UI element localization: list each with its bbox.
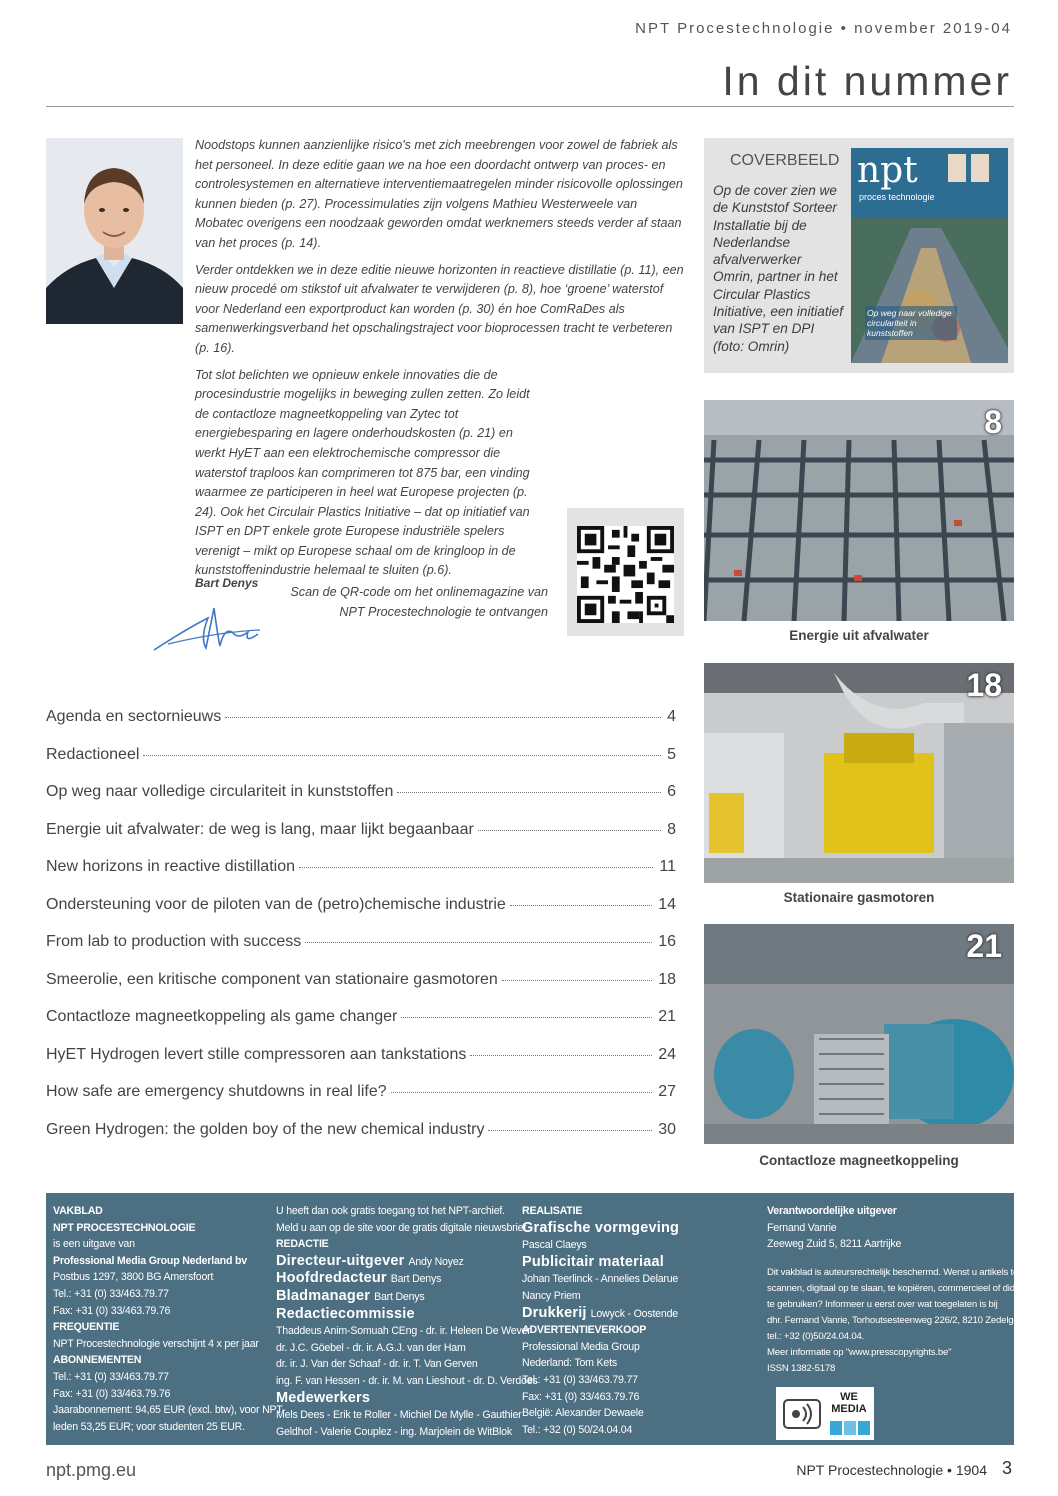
colophon-line <box>276 1203 512 1220</box>
cover-magazine-image[interactable] <box>851 148 1008 363</box>
colophon-line <box>276 1253 512 1271</box>
toc-entry-title: Agenda en sectornieuws <box>46 708 222 725</box>
colophon-line <box>522 1288 758 1305</box>
colophon-text: Fax: +31 (0) 33/463.79.76 <box>53 1387 171 1400</box>
colophon-text: Tel.: +32 (0) 50/24.04.04 <box>522 1423 633 1436</box>
colophon-line <box>522 1422 758 1439</box>
colophon-line <box>767 1345 1007 1361</box>
cover-description: Op de cover zien we de Kunststof Sorteer Installatie bij de Nederlandse afvalverwerker Omrin, partner in het Circular Plastics Initiative, een initiatief van ISPT en DPI (foto: Omrin) <box>713 183 843 354</box>
colophon-line <box>522 1237 758 1254</box>
colophon-line <box>522 1220 758 1238</box>
colophon-line <box>522 1339 758 1356</box>
colophon-line <box>53 1286 273 1303</box>
toc-entry-page: 16 <box>658 933 676 950</box>
toc-entry-page: 27 <box>658 1083 676 1100</box>
toc-entry-title: Contactloze magneetkoppeling als game changer <box>46 1008 398 1025</box>
page-number: 3 <box>1001 1458 1012 1478</box>
colophon-text: Zeeweg Zuid 5, 8211 Aartrijke <box>767 1238 902 1251</box>
colophon-text: Meer informatie op "www.presscopyrights.be" <box>767 1346 952 1358</box>
toc-leader-dots <box>225 717 661 718</box>
colophon-text: Bladmanager <box>276 1287 371 1304</box>
colophon-text: Fernand Vanrie <box>767 1221 837 1234</box>
colophon-line <box>276 1236 512 1253</box>
colophon-text: Directeur-uitgever <box>276 1252 405 1269</box>
toc-entry-page: 18 <box>658 970 676 988</box>
colophon-line <box>276 1373 538 1390</box>
toc-entry-title: Op weg naar volledige circulariteit in kunststoffen <box>46 783 394 800</box>
toc-entry-page: 21 <box>658 1008 676 1025</box>
colophon-text: Johan Teerlinck - Annelies Delarue <box>522 1273 679 1286</box>
picture-page-number: 18 <box>966 667 1002 703</box>
colophon-line <box>276 1220 527 1237</box>
colophon-text: Redactiecommissie <box>276 1305 415 1322</box>
colophon-line <box>276 1340 512 1357</box>
colophon-line <box>767 1329 1007 1345</box>
picture-page-number: 8 <box>984 404 1002 440</box>
editorial-paragraph-2: Verder ontdekken we in deze editie nieuwe horizonten in reactieve distillatie (p. 11), een nieuw procedé om stikstof uit afvalwater te verwijderen (p. 8), hoe ‘groene’ waterstof voor Nederland een exportproduct kan worden (p. 30) én hoe ComRaDes als samenwerkingsverband het opschalingstraject voor bioprocessen tracht te verbeteren (p. 16). <box>195 262 684 355</box>
toc-leader-dots <box>510 905 652 906</box>
toc-leader-dots <box>299 867 653 868</box>
colophon-line <box>767 1361 1007 1377</box>
colophon-line <box>53 1236 273 1253</box>
toc-entry-title: Energie uit afvalwater: de weg is lang, maar lijkt begaanbaar <box>46 820 474 838</box>
toc-entry-title: Redactioneel <box>46 745 140 763</box>
colophon-text: België: Alexander Dewaele <box>522 1407 644 1420</box>
colophon-text: Drukkerij <box>522 1304 587 1321</box>
page-title: In dit nummer <box>722 58 1012 104</box>
toc-entry[interactable] <box>46 708 676 746</box>
picture-page-number: 21 <box>966 928 1002 964</box>
colophon-line <box>522 1254 758 1272</box>
colophon-column-3 <box>522 1203 758 1438</box>
colophon-line <box>767 1313 1029 1329</box>
colophon-text: VAKBLAD <box>53 1205 103 1217</box>
colophon-line <box>767 1297 1007 1313</box>
we-media-mark-icon <box>830 1421 870 1435</box>
colophon-text: Tel.: +31 (0) 33/463.79.77 <box>53 1370 169 1383</box>
colophon-column-4 <box>767 1203 1044 1377</box>
cover-logo: npt <box>857 150 918 191</box>
colophon-line <box>767 1253 1007 1265</box>
colophon-line <box>767 1281 1044 1297</box>
colophon-text: Grafische vormgeving <box>522 1219 680 1236</box>
toc-entry[interactable] <box>46 933 676 971</box>
colophon-text: Fax: +31 (0) 33/463.79.76 <box>522 1390 640 1403</box>
editorial-paragraph-1: Noodstops kunnen aanzienlijke risico's met zich meebrengen voor zowel de fabriek als het personeel. In deze editie gaan we na hoe een doordacht ontwerp van proces- en controlesystemen en alternatieve interventiemaatregelen minder risicovolle oplossingen kunnen bieden (p. 27). Processimulaties zijn volgens Mathieu Westerweele van Mobatec overigens een noodzaak geworden omdat werknemers steeds verder af staan van het proces (p. 14). <box>195 138 683 250</box>
colophon-line <box>53 1386 273 1403</box>
editorial-paragraph-3: Tot slot belichten we opnieuw enkele innovaties die de procesindustrie mogelijks in beweging zullen zetten. Zo leidt de contactloze magneetkoppeling van Zytec tot energiebesparing en lagere onderhoudskosten (p. 21) en werkt HyET aan een elektrochemische compressor die waterstof traploos kan comprimeren tot 875 bar, een vinding waarmee ze participeren in heel wat Europese projecten (p. 24). Ook het Circulair Plastics Initiative – dat op initiatief van ISPT en DPT enkele grote Europese industriële spelers verenigt – mikt op Europese schaal om de kringloop in de kunststoffenindustrie helemaal te sluiten (p.6). <box>195 367 530 578</box>
colophon-text: FREQUENTIE <box>53 1321 120 1334</box>
colophon-text-extra: Lowyck - Oostende <box>590 1307 678 1320</box>
toc-entry-page: 24 <box>658 1045 676 1063</box>
colophon-text: Dit vakblad is auteursrechtelijk beschermd. Wenst u artikels te <box>767 1266 1019 1278</box>
colophon-line <box>522 1405 758 1422</box>
colophon-text: dr. ir. J. Van der Schaaf - dr. ir. T. Van Gerven <box>276 1358 478 1371</box>
colophon-text: Jaarabonnement: 94,65 EUR (excl. btw), voor NPT- <box>53 1404 286 1417</box>
toc-entry-title: Smeerolie, een kritische component van stationaire gasmotoren <box>46 970 498 988</box>
toc-entry[interactable] <box>46 1046 676 1084</box>
colophon-line <box>522 1355 758 1372</box>
colophon-line <box>276 1270 512 1288</box>
colophon-line <box>522 1322 758 1339</box>
toc-entry-title: From lab to production with success <box>46 933 302 950</box>
colophon-line <box>53 1336 273 1353</box>
colophon-line <box>522 1305 758 1323</box>
colophon-text: Tel.: +31 (0) 33/463.79.77 <box>522 1373 638 1386</box>
toc-entry-title: Ondersteuning voor de piloten van de (petro)chemische industrie <box>46 895 506 913</box>
toc-entry-page: 30 <box>658 1120 676 1138</box>
toc-entry-page: 11 <box>659 858 676 875</box>
qr-panel <box>567 508 684 636</box>
toc-entry[interactable] <box>46 821 676 859</box>
toc-leader-dots <box>470 1055 652 1056</box>
colophon-text: Publicitair materiaal <box>522 1253 665 1270</box>
photo-gas-engines[interactable] <box>704 663 1014 883</box>
toc-entry[interactable] <box>46 746 676 784</box>
we-media-logo: WE MEDIA <box>831 1391 867 1415</box>
colophon-line <box>276 1323 531 1340</box>
header-divider <box>46 106 1014 107</box>
colophon-text-extra: Andy Noyez <box>408 1255 464 1268</box>
colophon-text: tel.: +32 (0)50/24.04.04. <box>767 1330 865 1342</box>
colophon-line <box>276 1424 512 1441</box>
colophon-line <box>767 1220 1007 1237</box>
toc-entry-page: 6 <box>667 783 676 800</box>
colophon-text: Nederland: Tom Kets <box>522 1357 617 1370</box>
toc-leader-dots <box>143 755 661 756</box>
colophon-line <box>53 1319 273 1336</box>
colophon-line <box>522 1389 758 1406</box>
colophon-line <box>522 1203 758 1220</box>
colophon-line <box>276 1356 512 1373</box>
toc-leader-dots <box>391 1092 653 1093</box>
picture-caption: Energie uit afvalwater <box>789 628 929 643</box>
colophon-column-1 <box>53 1203 286 1435</box>
toc-entry-page: 8 <box>667 820 676 838</box>
colophon-text: Nancy Priem <box>522 1289 581 1302</box>
toc-entry[interactable] <box>46 1083 676 1121</box>
colophon-line <box>767 1265 1019 1281</box>
colophon-line <box>53 1402 286 1419</box>
toc-entry-title: New horizons in reactive distillation <box>46 858 295 875</box>
colophon-line <box>53 1369 273 1386</box>
colophon-line <box>522 1372 758 1389</box>
colophon-line <box>53 1203 273 1220</box>
colophon-text-extra: Bart Denys <box>390 1273 442 1286</box>
cover-heading: COVERBEELD <box>730 152 840 169</box>
toc-entry[interactable] <box>46 858 676 896</box>
colophon-text: ISSN 1382-5178 <box>767 1362 836 1374</box>
toc-entry-page: 4 <box>667 708 676 725</box>
colophon-text: leden 53,25 EUR; voor studenten 25 EUR. <box>53 1420 245 1433</box>
toc-leader-dots <box>401 1017 652 1018</box>
colophon-text: is een uitgave van <box>53 1238 135 1251</box>
colophon-line <box>53 1253 273 1270</box>
colophon-text: Mels Dees - Erik te Roller - Michiel De Mylle - Gauthier <box>276 1409 522 1422</box>
colophon-line <box>53 1220 273 1237</box>
colophon-line <box>53 1419 273 1436</box>
toc-entry[interactable] <box>46 971 676 1009</box>
colophon-line <box>276 1390 512 1408</box>
author-name: Bart Denys <box>195 576 259 590</box>
colophon-text: Hoofdredacteur <box>276 1270 387 1287</box>
qr-code-icon[interactable] <box>577 526 674 623</box>
picture-caption: Contactloze magneetkoppeling <box>759 1153 959 1168</box>
colophon-column-2 <box>276 1203 538 1440</box>
colophon-text: ADVERTENTIEVERKOOP <box>522 1324 647 1337</box>
colophon-text: Professional Media Group Nederland bv <box>53 1254 247 1267</box>
colophon-text: scannen, digitaal op te slaan, te kopiëren, commercieel of didactisch <box>767 1282 1044 1294</box>
colophon-text: Pascal Claeys <box>522 1239 587 1252</box>
publisher-logos <box>776 1387 874 1440</box>
table-of-contents <box>46 708 676 1158</box>
colophon-line <box>276 1306 512 1324</box>
toc-leader-dots <box>478 830 661 831</box>
colophon-text: Verantwoordelijke uitgever <box>767 1205 897 1217</box>
colophon-line <box>276 1407 522 1424</box>
toc-entry-title: How safe are emergency shutdowns in real life? <box>46 1083 387 1100</box>
colophon-text: Tel.: +31 (0) 33/463.79.77 <box>53 1287 169 1300</box>
footer-website-link[interactable]: npt.pmg.eu <box>46 1460 137 1480</box>
editor-portrait <box>46 138 183 324</box>
colophon-text: ing. F. van Hessen - dr. ir. M. van Lieshout - dr. D. Verdoes <box>276 1374 538 1387</box>
colophon-line <box>53 1269 273 1286</box>
toc-entry[interactable] <box>46 896 676 934</box>
colophon-text: Thaddeus Anim-Somuah CEng - dr. ir. Heleen De Wever <box>276 1325 531 1338</box>
toc-leader-dots <box>397 792 661 793</box>
colophon-text: Fax: +31 (0) 33/463.79.76 <box>53 1304 171 1317</box>
colophon-line <box>53 1352 273 1369</box>
colophon-text: ABONNEMENTEN <box>53 1354 142 1367</box>
colophon-text: dhr. Fernand Vanrie, Torhoutsesteenweg 226/2, 8210 Zedelgem, <box>767 1314 1029 1326</box>
colophon-text: Professional Media Group <box>522 1340 640 1353</box>
colophon-line <box>767 1203 1007 1220</box>
colophon-text: te gebruiken? Informeer u eerst over wat toegelaten is bij <box>767 1298 998 1310</box>
publication-line: NPT Procestechnologie • november 2019-04 <box>635 20 1012 37</box>
colophon-text: dr. J.C. Göebel - dr. ir. A.G.J. van der Ham <box>276 1341 466 1354</box>
toc-entry-page: 5 <box>667 745 676 763</box>
toc-entry-title: Green Hydrogen: the golden boy of the new chemical industry <box>46 1120 485 1138</box>
colophon <box>46 1193 1044 1445</box>
signature-graphic <box>148 588 268 658</box>
colophon-line <box>53 1303 273 1320</box>
copyright-icon <box>782 1394 822 1434</box>
colophon-text: REALISATIE <box>522 1205 583 1217</box>
cover-logo-sub: proces technologie <box>859 192 935 202</box>
picture-caption: Stationaire gasmotoren <box>783 890 935 905</box>
colophon-text: NPT PROCESTECHNOLOGIE <box>53 1221 196 1234</box>
colophon-text: Postbus 1297, 3800 BG Amersfoort <box>53 1271 214 1284</box>
cover-headline: Op weg naar volledige circulariteit in kunststoffen <box>865 306 957 340</box>
photo-energy-wastewater[interactable] <box>704 400 1014 621</box>
colophon-line <box>767 1236 1007 1253</box>
colophon-text: U heeft dan ook gratis toegang tot het NPT-archief. <box>276 1205 505 1217</box>
colophon-text: Geldhof - Valerie Couplez - ing. Marjolein de WitBlok <box>276 1425 512 1438</box>
colophon-text: REDACTIE <box>276 1238 329 1251</box>
toc-entry-title: HyET Hydrogen levert stille compressoren aan tankstations <box>46 1045 467 1063</box>
qr-caption: Scan de QR-code om het onlinemagazine van NPT Procestechnologie te ontvangen <box>290 585 548 619</box>
toc-entry[interactable] <box>46 1008 676 1046</box>
colophon-text-extra: Bart Denys <box>374 1290 425 1303</box>
colophon-line <box>276 1288 512 1306</box>
photo-magnetic-coupling[interactable] <box>704 924 1014 1144</box>
toc-leader-dots <box>305 942 652 943</box>
footer-issue: NPT Procestechnologie • 1904 <box>796 1462 987 1478</box>
colophon-text: Meld u aan op de site voor de gratis digitale nieuwsbrief <box>276 1221 527 1234</box>
toc-entry[interactable] <box>46 1121 676 1159</box>
toc-entry-page: 14 <box>658 895 676 913</box>
toc-entry[interactable] <box>46 783 676 821</box>
toc-leader-dots <box>488 1130 652 1131</box>
colophon-text: Medewerkers <box>276 1389 371 1406</box>
colophon-line <box>522 1271 758 1288</box>
toc-leader-dots <box>502 980 652 981</box>
colophon-text: NPT Procestechnologie verschijnt 4 x per jaar <box>53 1337 259 1350</box>
